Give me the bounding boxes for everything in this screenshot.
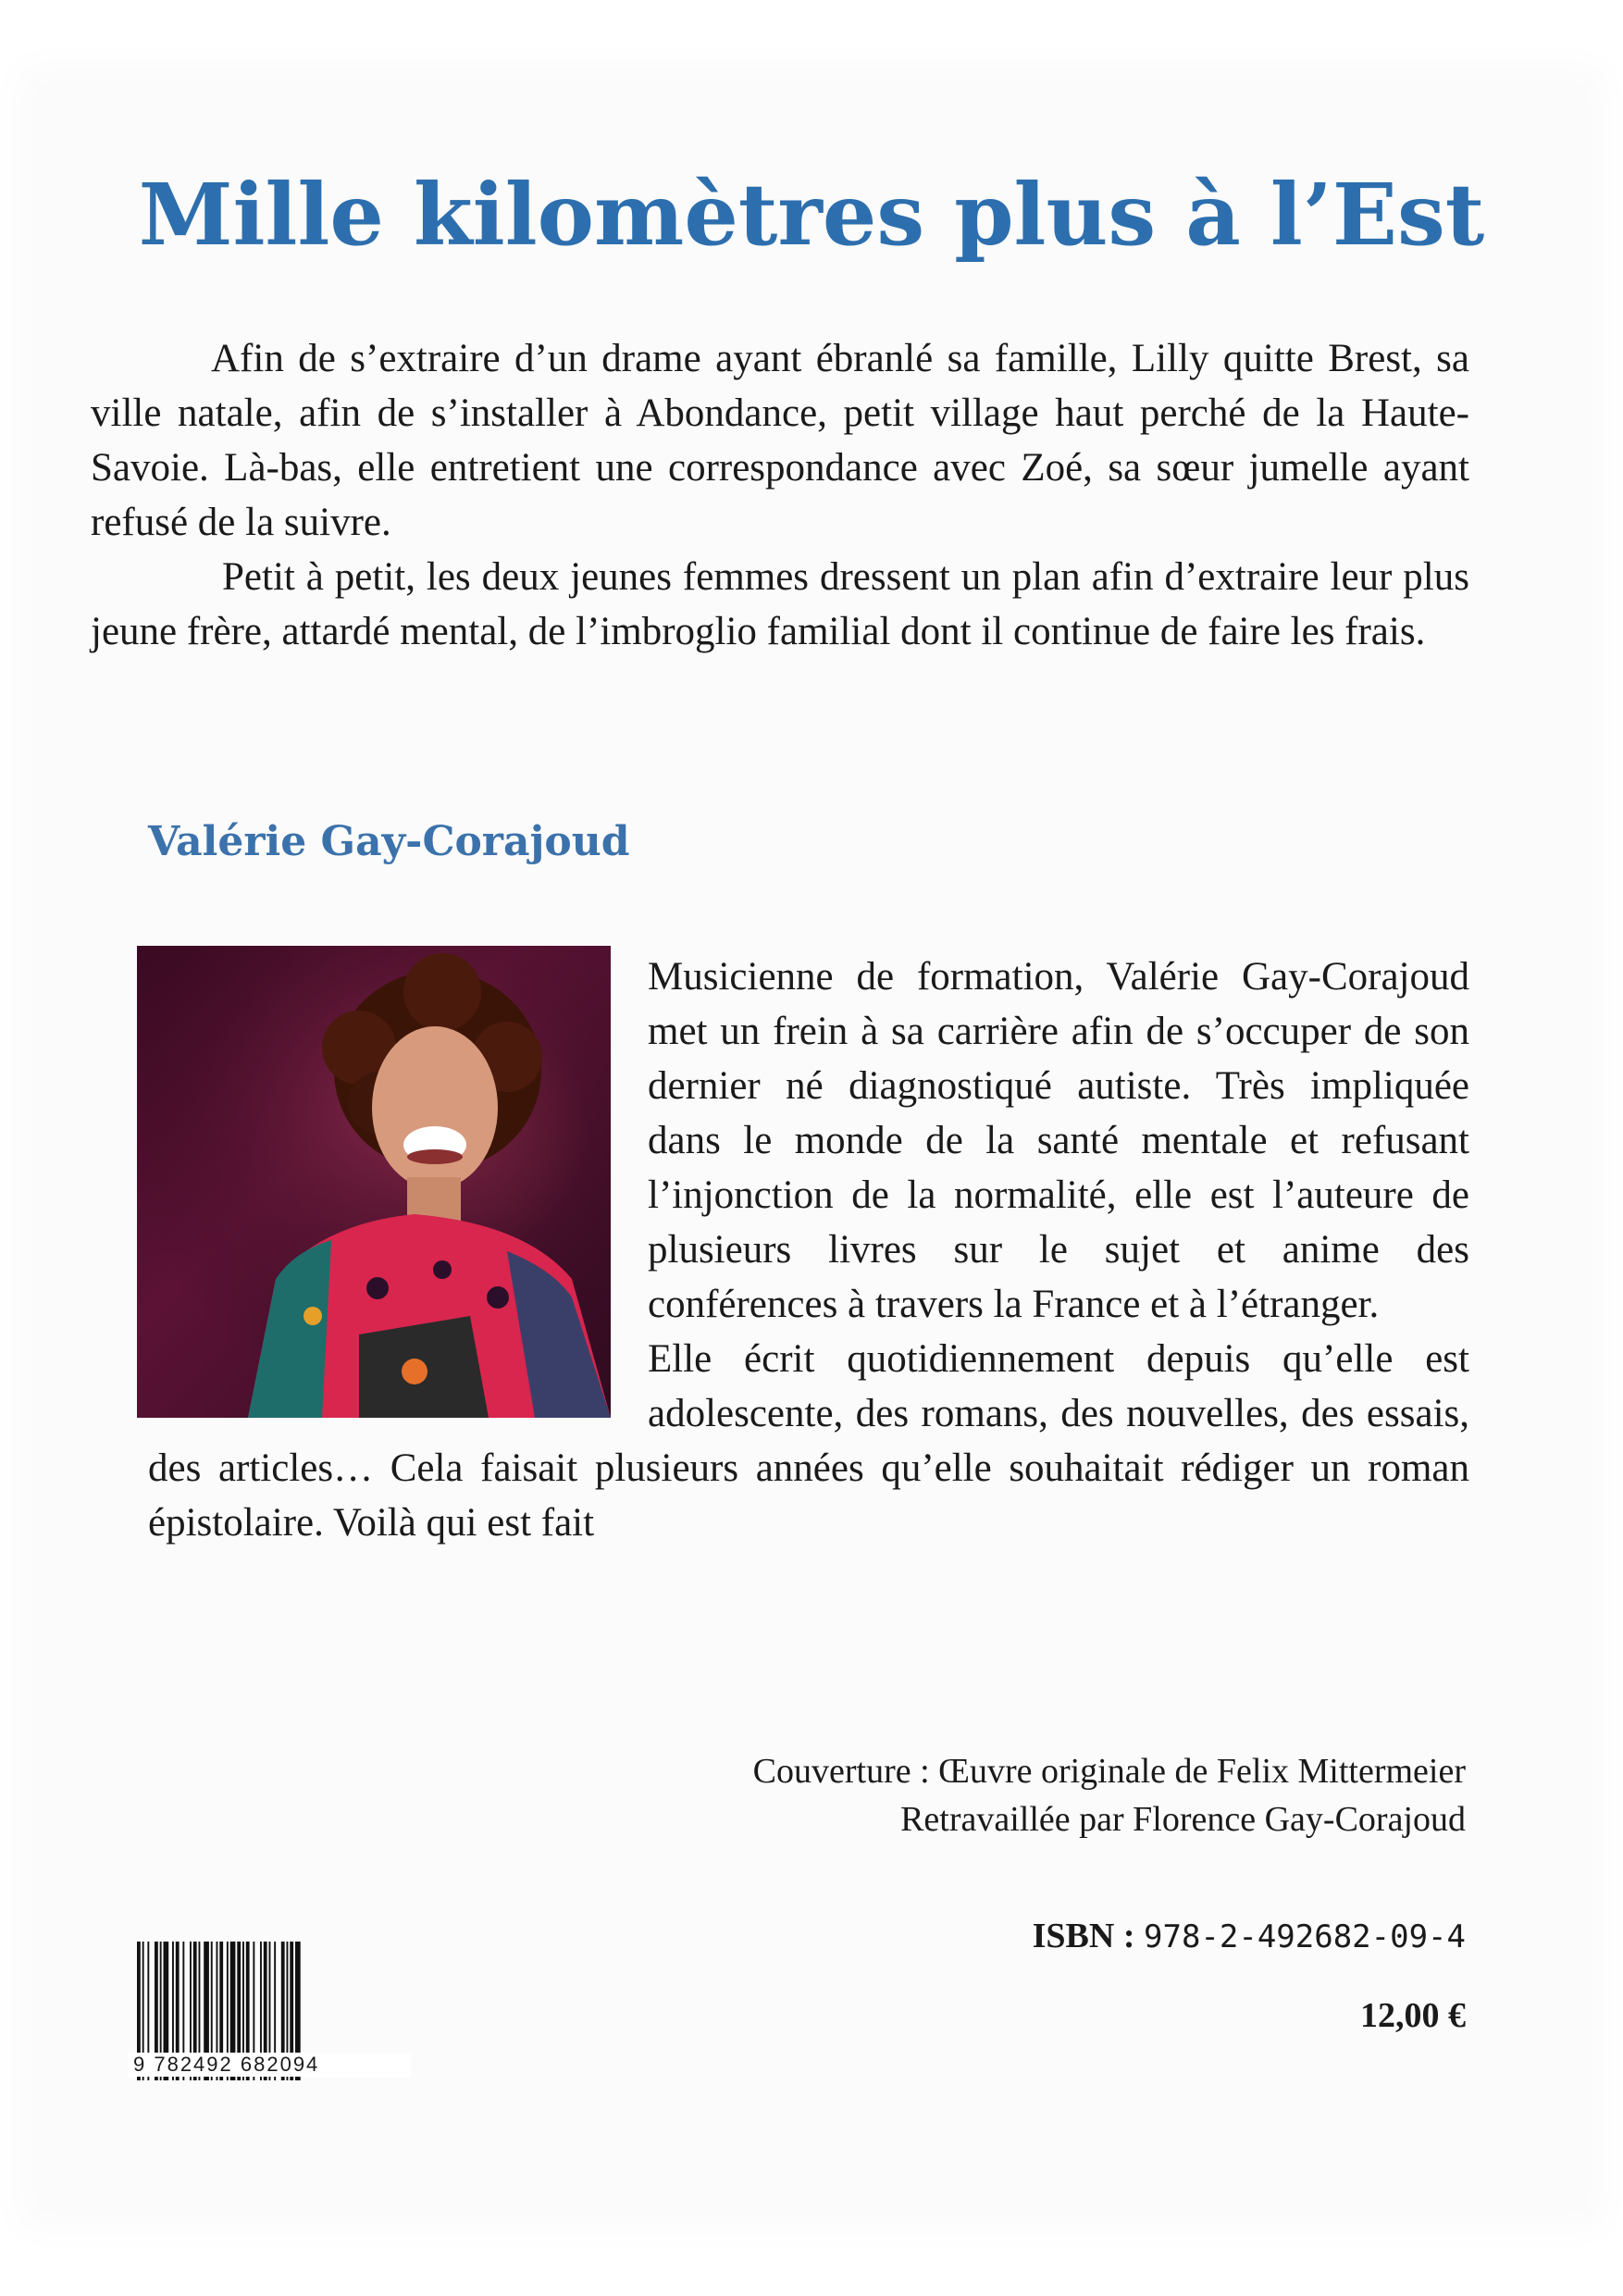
synopsis: [91, 331, 1469, 659]
author-name: Valérie Gay-Corajoud: [148, 818, 630, 865]
bio-paragraph-2: Elle écrit quotidiennement depuis qu’elle est adolescente, des romans, des nouvelles, des essais, des articles… Cela faisait plusieurs années qu’elle souhaitait rédiger un roman épistolaire. Voilà qui est fait: [148, 1337, 1469, 1545]
cover-credits: [753, 1747, 1466, 1843]
bio-paragraph-1: Musicienne de formation, Valérie Gay-Corajoud met un frein à sa carrière afin de s’occuper de son dernier né diagnostiqué autiste. Très impliquée dans le monde de la santé mentale et refusant l’injonction de la normalité, elle est l’auteure de plusieurs livres sur le sujet et anime des conférences à travers la France et à l’étranger.: [648, 955, 1469, 1326]
author-bio: [148, 949, 1469, 1550]
isbn-label: ISBN :: [1032, 1917, 1135, 1955]
photo-spacer: [148, 949, 648, 1417]
price: 12,00 €: [1360, 1996, 1466, 2035]
isbn-number: 978-2-492682-09-4: [1144, 1918, 1466, 1955]
credits-line-2: Retravaillée par Florence Gay-Corajoud: [900, 1800, 1466, 1839]
book-title: Mille kilomètres plus à l’Est: [138, 165, 1485, 265]
synopsis-paragraph-1: Afin de s’extraire d’un drame ayant ébranlé sa famille, Lilly quitte Brest, sa ville natale, afin de s’installer à Abondance, petit village haut perché de la Haute-Savoie. Là-bas, elle entretient une correspondance avec Zoé, sa sœur jumelle ayant refusé de la suivre.: [91, 337, 1469, 544]
synopsis-paragraph-2: Petit à petit, les deux jeunes femmes dressent un plan afin d’extraire leur plus jeune frère, attardé mental, de l’imbroglio familial dont il continue de faire les frais.: [91, 555, 1469, 653]
credits-line-1: Couverture : Œuvre originale de Felix Mittermeier: [752, 1752, 1466, 1791]
isbn: [1033, 1916, 1466, 1956]
barcode-digits: 9 782492 682094: [128, 2053, 411, 2077]
